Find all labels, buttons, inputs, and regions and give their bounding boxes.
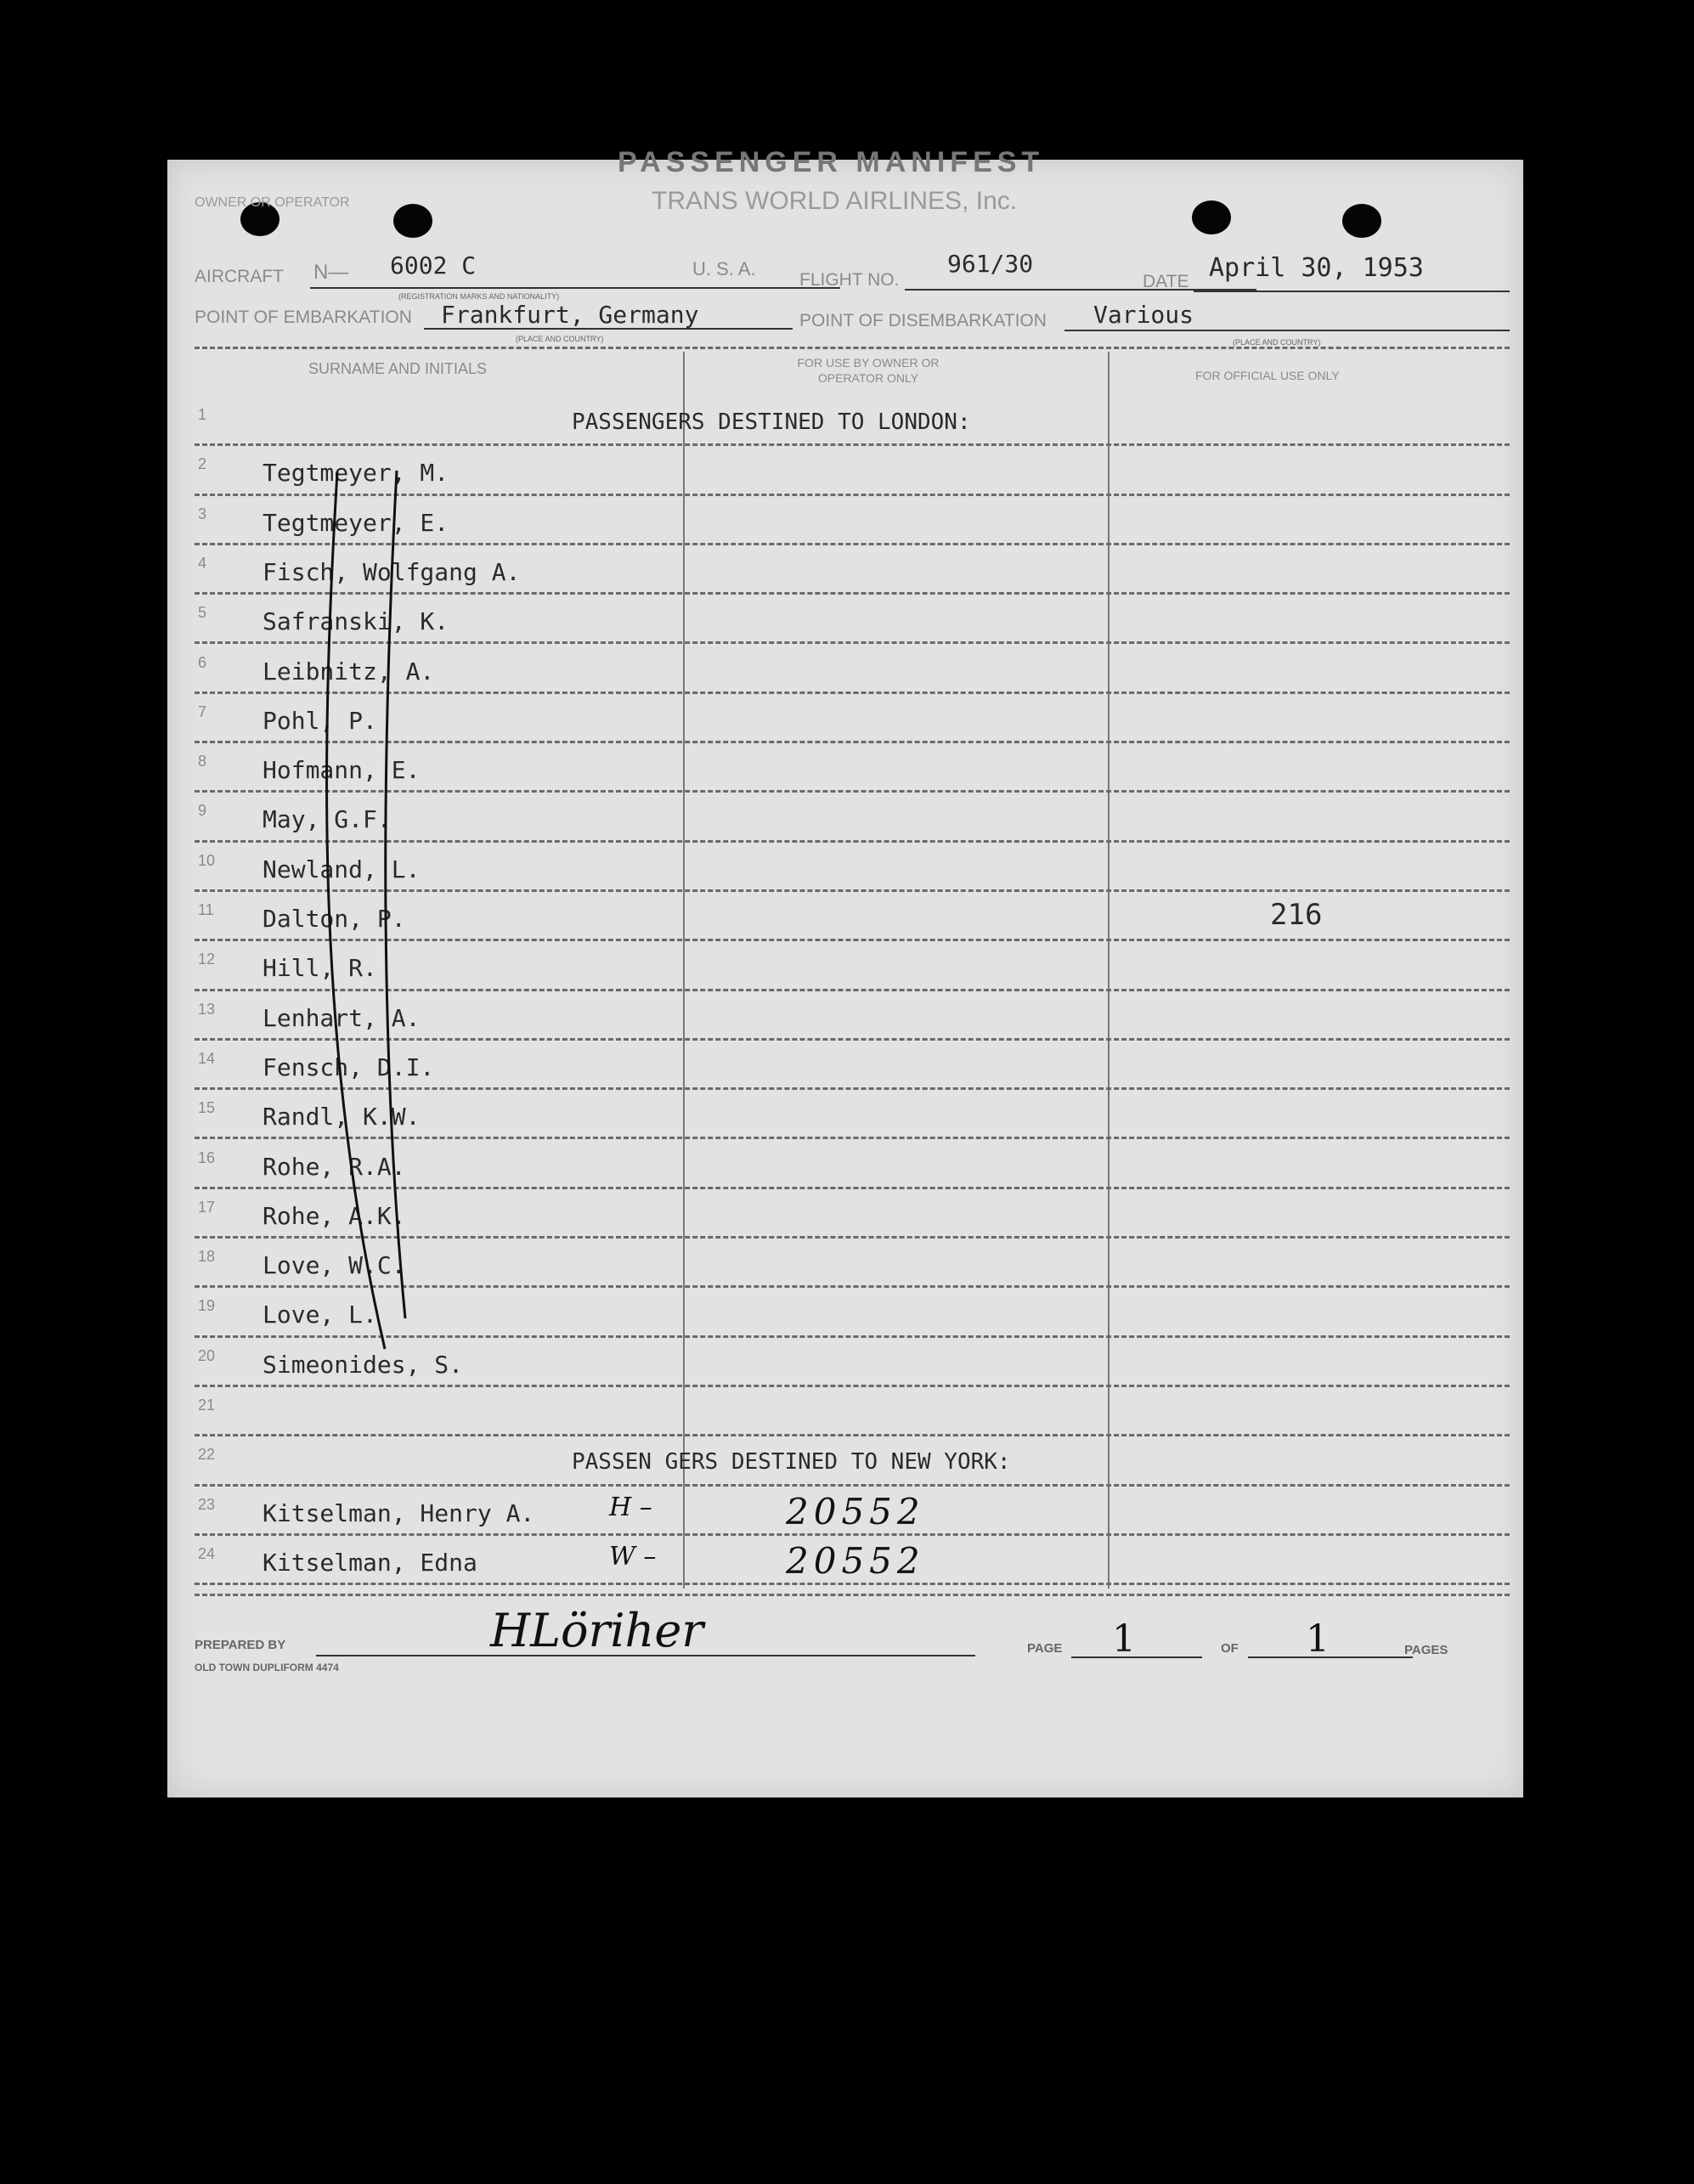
passenger-name: Hofmann, E. (263, 756, 421, 785)
passenger-name: Tegtmeyer, M. (263, 459, 449, 488)
passenger-name: Rohe, R.A. (263, 1152, 406, 1181)
handwritten-mark: H – (609, 1492, 652, 1522)
row-number: 21 (198, 1397, 216, 1414)
passenger-name: Dalton, P. (263, 905, 406, 933)
passenger-name: Tegtmeyer, E. (263, 508, 449, 537)
passenger-name: Safranski, K. (263, 607, 449, 636)
row-number: 24 (198, 1544, 216, 1562)
handwritten-mark: W – (609, 1541, 657, 1572)
manifest-title: PASSENGER MANIFEST (618, 146, 1045, 178)
official-use-value: 216 (1270, 898, 1323, 932)
aircraft-label: AIRCRAFT (195, 267, 284, 286)
page-label: PAGE (1027, 1641, 1063, 1656)
manifest-page (167, 146, 1523, 1797)
registration-caption: (REGISTRATION MARKS AND NATIONALITY) (398, 292, 560, 301)
row-number: 12 (198, 951, 216, 968)
row-number: 8 (198, 753, 207, 770)
disembark-value: Various (1093, 301, 1194, 329)
footer-rule (195, 1594, 1510, 1596)
country-value: U. S. A. (692, 258, 756, 279)
passenger-name: Leibnitz, A. (263, 657, 435, 686)
row-number: 18 (198, 1248, 216, 1266)
row-number: 2 (198, 455, 207, 473)
passenger-name: Love, L. (263, 1301, 377, 1329)
of-label: OF (1221, 1641, 1239, 1656)
row-number: 7 (198, 703, 207, 720)
embark-label: POINT OF EMBARKATION (195, 308, 412, 327)
row-number: 16 (198, 1148, 216, 1166)
passenger-name: Kitselman, Edna (263, 1548, 477, 1577)
row-number: 14 (198, 1049, 216, 1067)
aircraft-prefix: N— (313, 261, 349, 284)
page-line (1071, 1656, 1202, 1658)
owner-label: OWNER OR OPERATOR (195, 195, 350, 210)
passenger-name: Randl, K.W. (263, 1103, 421, 1132)
disembark-caption: (PLACE AND COUNTRY) (1233, 338, 1321, 347)
owner-use-value: 20552 (786, 1539, 925, 1582)
row-number: 19 (198, 1297, 216, 1315)
passenger-name: Fensch, D.I. (263, 1052, 435, 1081)
of-line (1248, 1656, 1413, 1658)
disembark-label: POINT OF DISEMBARKATION (799, 311, 1047, 330)
row-number: 4 (198, 554, 207, 572)
row-number: 23 (198, 1495, 216, 1513)
flight-label: FLIGHT NO. (799, 270, 900, 290)
owner-use-value: 20552 (786, 1490, 925, 1532)
passenger-name: Kitselman, Henry A. (263, 1498, 535, 1527)
embark-value: Frankfurt, Germany (441, 301, 699, 329)
embark-caption: (PLACE AND COUNTRY) (516, 335, 604, 343)
row-number: 13 (198, 1000, 216, 1018)
passenger-name: Newland, L. (263, 855, 421, 883)
col-official: FOR OFFICIAL USE ONLY (1195, 369, 1340, 382)
aircraft-value: 6002 C (390, 251, 477, 279)
row-number: 20 (198, 1346, 216, 1364)
row-number: 5 (198, 604, 207, 622)
passenger-name: Lenhart, A. (263, 1003, 421, 1032)
page-value: 1 (1112, 1617, 1136, 1661)
owner-value: TRANS WORLD AIRLINES, Inc. (652, 187, 1018, 215)
passenger-name: Rohe, A.K. (263, 1201, 406, 1230)
section-heading: PASSEN GERS DESTINED TO NEW YORK: (572, 1449, 1011, 1476)
passenger-name: Love, W.C. (263, 1251, 406, 1280)
flight-value: 961/30 (947, 250, 1034, 278)
row-number: 3 (198, 505, 207, 522)
row-number: 22 (198, 1446, 216, 1464)
row-number: 10 (198, 851, 216, 869)
row-number: 15 (198, 1099, 216, 1117)
passenger-name: Pohl, P. (263, 706, 377, 735)
form-code: OLD TOWN DUPLIFORM 4474 (195, 1662, 339, 1673)
passenger-name: Fisch, Wolfgang A. (263, 557, 521, 586)
section-heading: PASSENGERS DESTINED TO LONDON: (572, 409, 971, 435)
row-number: 11 (198, 901, 214, 918)
passenger-name: May, G.F. (263, 805, 392, 834)
row-number: 6 (198, 653, 207, 671)
pen-bracket-marks (167, 160, 1523, 1797)
col-surname: SURNAME AND INITIALS (308, 360, 488, 377)
col-owner-use: FOR USE BY OWNER OR OPERATOR ONLY (797, 356, 940, 385)
prepared-signature: HLöriher (490, 1604, 704, 1657)
date-label: DATE (1143, 272, 1189, 291)
prepared-label: PREPARED BY (195, 1638, 286, 1652)
of-value: 1 (1306, 1617, 1330, 1661)
passenger-name: Hill, R. (263, 954, 377, 983)
pages-label: PAGES (1404, 1643, 1448, 1657)
date-value: April 30, 1953 (1209, 253, 1424, 283)
passenger-name: Simeonides, S. (263, 1350, 464, 1379)
row-number: 1 (198, 406, 207, 423)
row-number: 9 (198, 802, 207, 820)
row-number: 17 (198, 1198, 216, 1216)
